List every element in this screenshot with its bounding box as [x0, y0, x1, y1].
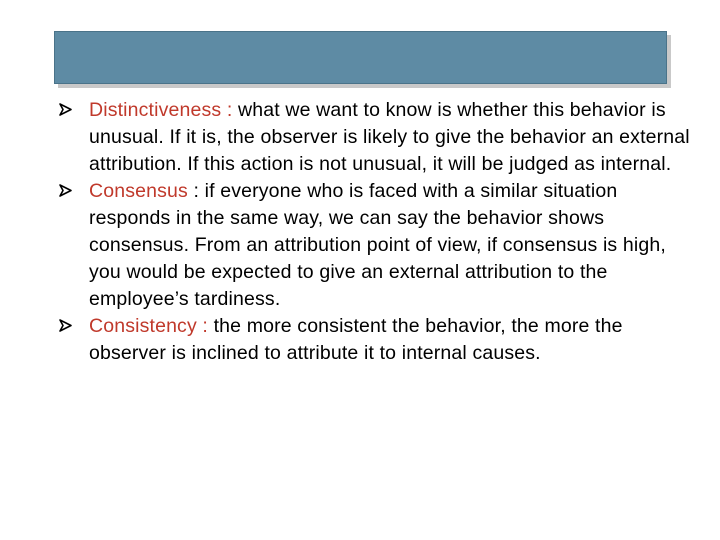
bullet-term: Consensus: [89, 180, 188, 202]
bullet-text: : if everyone who is faced with a similar situation responds in the same way, we can say the behavior shows consensus. From an attribution point of view, if consensus is high, you would be expected to give an external attribution to the employee’s tardiness.: [89, 180, 666, 310]
slide-title-bar: [54, 31, 667, 84]
arrow-bullet-icon: [58, 178, 76, 205]
arrow-bullet-icon: [58, 313, 76, 340]
bullet-item-distinctiveness: [58, 97, 698, 178]
bullet-item-consensus: [58, 178, 698, 313]
bullet-list: [58, 97, 698, 367]
arrow-bullet-icon: [58, 97, 76, 124]
bullet-term: Distinctiveness :: [89, 99, 233, 121]
bullet-item-consistency: [58, 313, 698, 367]
bullet-text: what we want to know is whether this behavior is unusual. If it is, the observer is likely to give the behavior an external attribution. If this action is not unusual, it will be judged as internal.: [89, 99, 690, 175]
bullet-text: the more consistent the behavior, the more the observer is inclined to attribute it to internal causes.: [89, 315, 623, 364]
bullet-term: Consistency :: [89, 315, 208, 337]
